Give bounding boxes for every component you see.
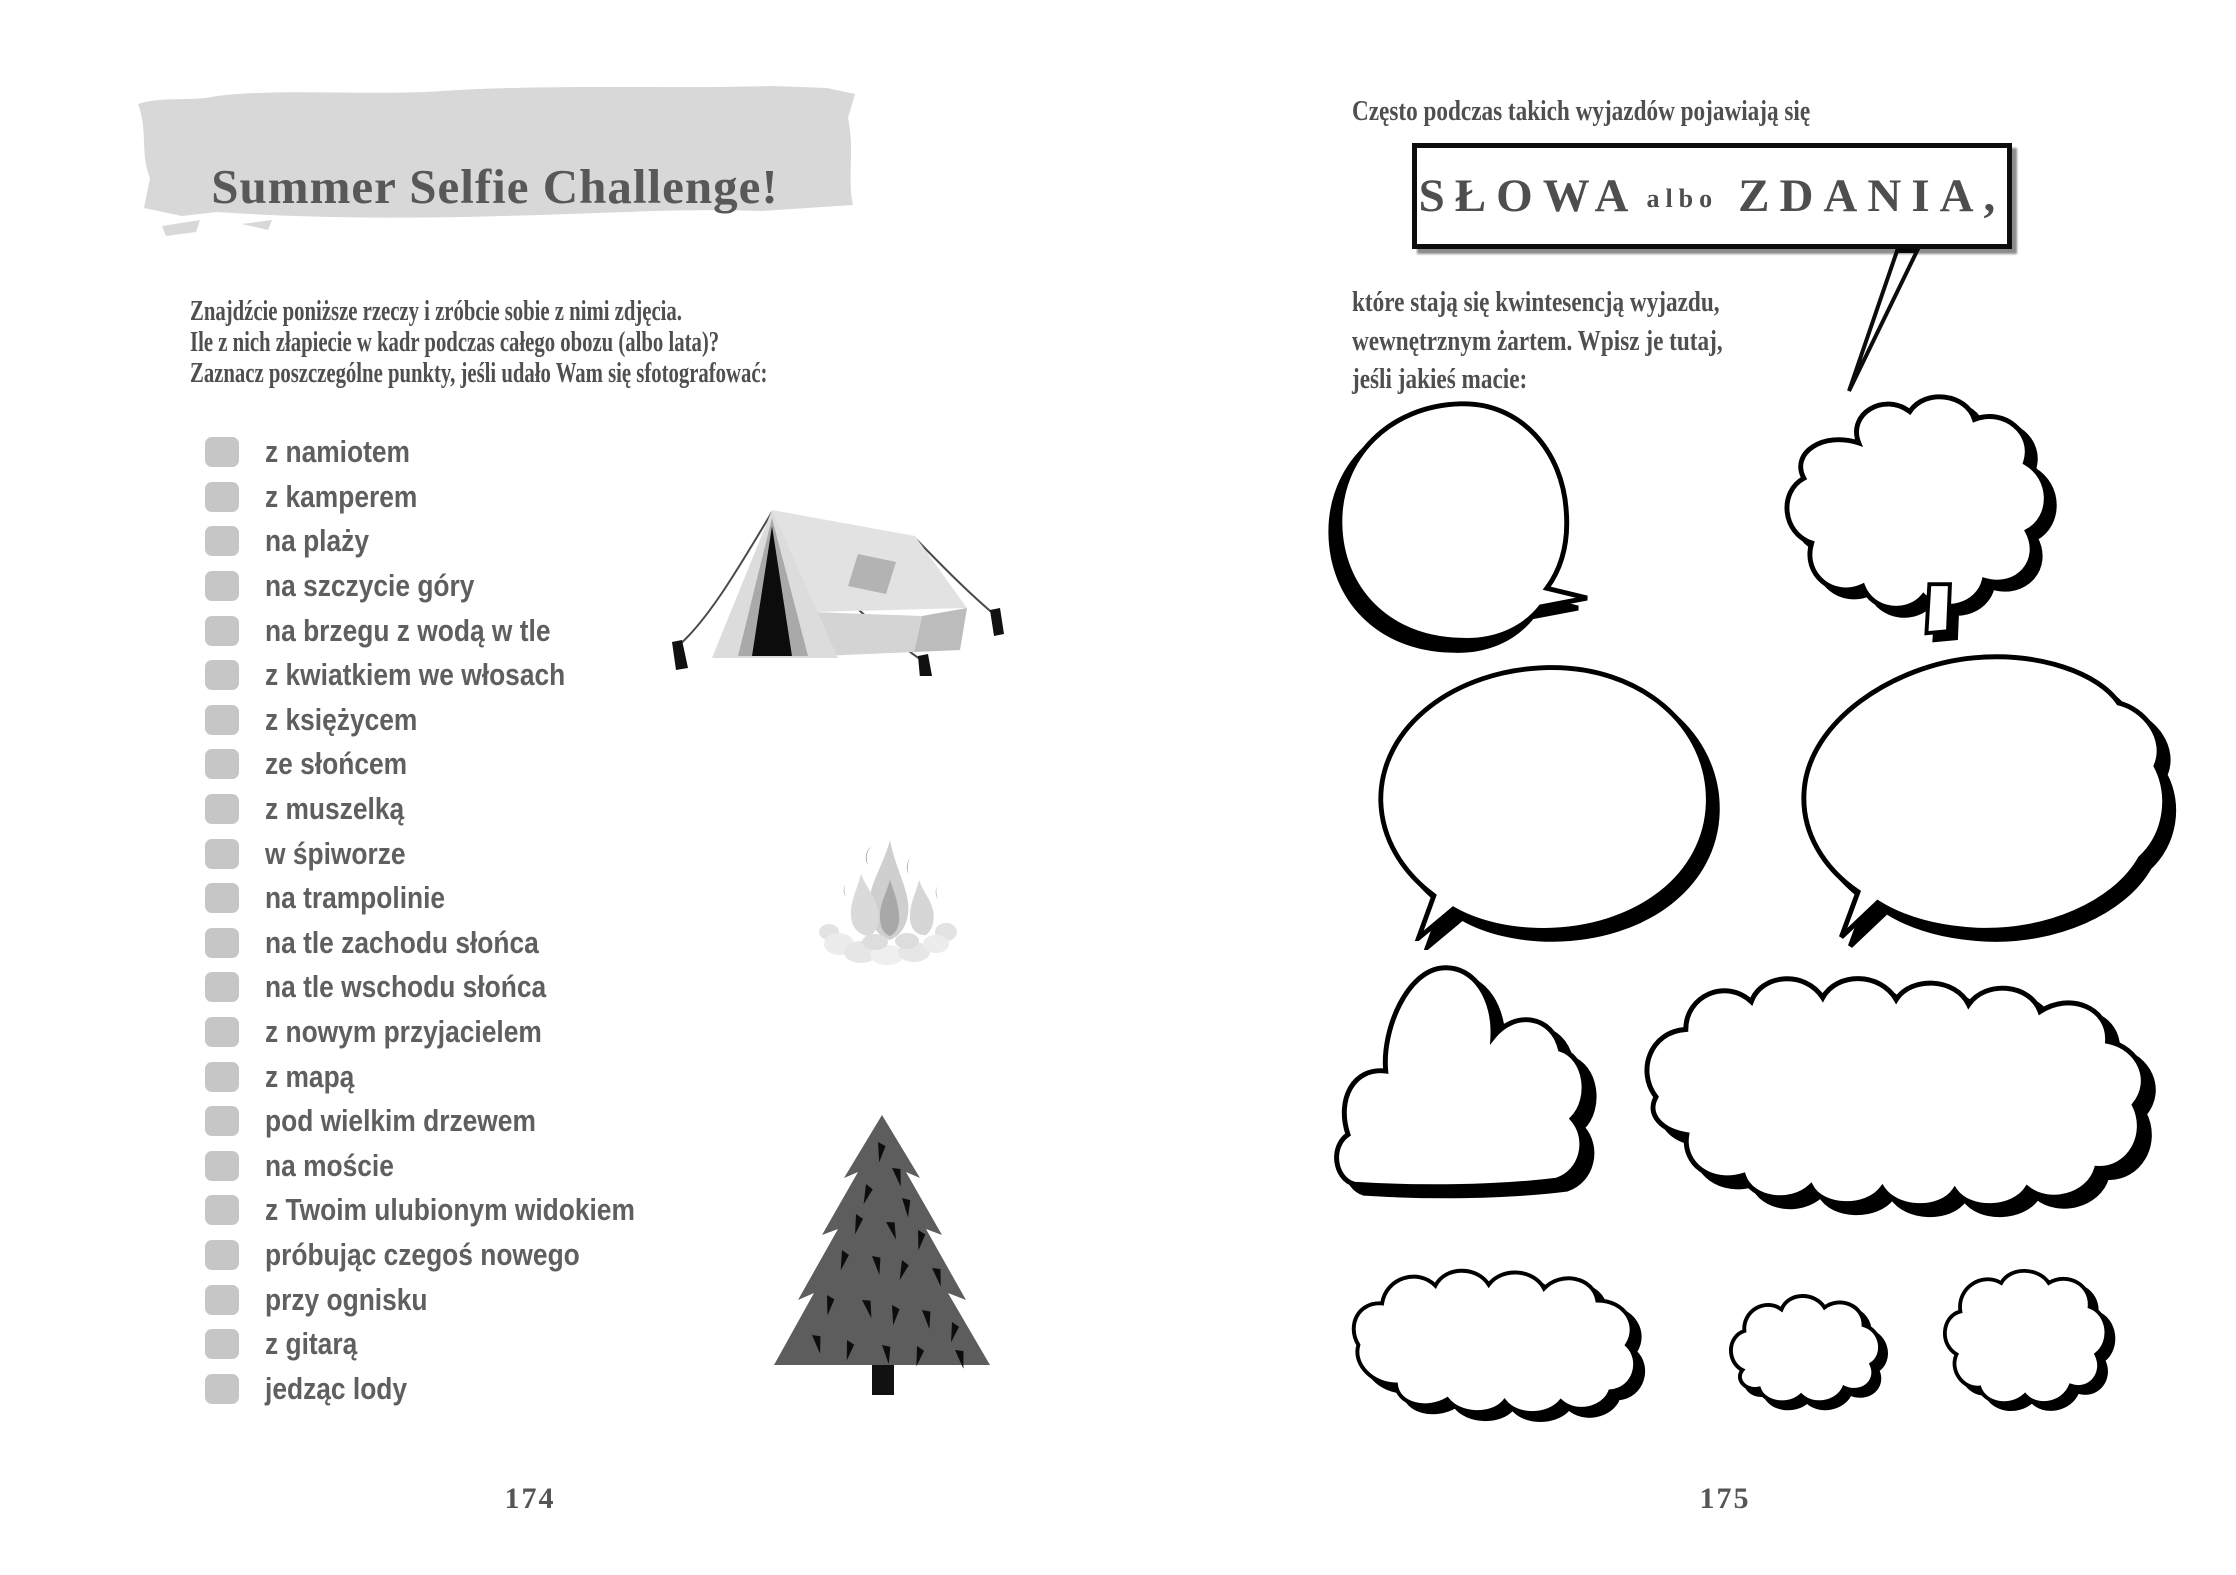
checklist-item: [205, 519, 700, 564]
round-cloud[interactable]: [1926, 1264, 2124, 1416]
checklist-item-label: jedząc lody: [265, 1370, 408, 1406]
page-number-left: 174: [504, 1482, 556, 1515]
checklist-item-label: z Twoim ulubionym widokiem: [265, 1192, 635, 1228]
checklist-item: [205, 921, 700, 966]
page-number-right: 175: [1699, 1482, 1751, 1515]
checkbox[interactable]: [205, 883, 239, 913]
checklist-item-label: na plaży: [265, 523, 369, 559]
checkbox[interactable]: [205, 928, 239, 958]
wide-scalloped-cloud-small[interactable]: [1336, 1260, 1678, 1418]
checklist-item: [205, 742, 700, 787]
checkbox[interactable]: [205, 526, 239, 556]
callout-word-primary: SŁOWA: [1418, 170, 1639, 222]
checklist-item-label: ze słońcem: [265, 746, 408, 782]
checkbox[interactable]: [205, 660, 239, 690]
checklist-item-label: pod wielkim drzewem: [265, 1103, 536, 1139]
checklist-item: [205, 1144, 700, 1189]
checkbox[interactable]: [205, 1017, 239, 1047]
selfie-checklist: [205, 430, 700, 1411]
pine-tree-illustration: [772, 1110, 992, 1400]
wide-scalloped-cloud-large[interactable]: [1626, 960, 2211, 1218]
body-line: jeśli jakieś macie:: [1352, 363, 1528, 395]
checkbox[interactable]: [205, 705, 239, 735]
intro-line: Ile z nich złapiecie w kadr podczas całego obozu (albo lata)?: [190, 327, 720, 358]
callout-speech-box: [1412, 143, 2012, 249]
checklist-item-label: z kamperem: [265, 478, 418, 514]
checklist-item-label: przy ognisku: [265, 1281, 428, 1317]
intro-line: Znajdźcie poniższe rzeczy i zróbcie sobie z nimi zdjęcia.: [190, 296, 682, 327]
checklist-item-label: z kwiatkiem we włosach: [265, 657, 566, 693]
callout-conjunction: albo: [1646, 184, 1719, 213]
checklist-item: [205, 965, 700, 1010]
checkbox[interactable]: [205, 972, 239, 1002]
checklist-item: [205, 430, 700, 475]
checklist-item: [205, 475, 700, 520]
body-line: wewnętrznym żartem. Wpisz je tutaj,: [1352, 324, 1723, 357]
speech-bubble-oval[interactable]: [1358, 656, 1733, 941]
checkbox[interactable]: [205, 616, 239, 646]
checkbox[interactable]: [205, 749, 239, 779]
checklist-item-label: z nowym przyjacielem: [265, 1014, 542, 1050]
checkbox[interactable]: [205, 1329, 239, 1359]
checklist-item-label: na brzegu z wodą w tle: [265, 612, 551, 648]
speech-bubble-round[interactable]: [1328, 396, 1593, 651]
lead-text: Często podczas takich wyjazdów pojawiają się: [1352, 95, 1811, 127]
brush-stroke-background: [122, 58, 867, 250]
checklist-item: [205, 1188, 700, 1233]
checkbox[interactable]: [205, 571, 239, 601]
checklist-item-label: na tle zachodu słońca: [265, 924, 539, 960]
intro-line: Zaznacz poszczególne punkty, jeśli udało Wam się sfotografować:: [190, 358, 768, 389]
checklist-item: [205, 876, 700, 921]
checklist-item: [205, 1099, 700, 1144]
checkbox[interactable]: [205, 1195, 239, 1225]
checklist-item-label: z mapą: [265, 1058, 355, 1094]
checklist-item-label: z księżycem: [265, 701, 418, 737]
checkbox[interactable]: [205, 1106, 239, 1136]
checklist-item: [205, 787, 700, 832]
checklist-item: [205, 653, 700, 698]
checkbox[interactable]: [205, 1374, 239, 1404]
checkbox[interactable]: [205, 1062, 239, 1092]
checklist-item: [205, 1366, 700, 1411]
checklist-item: [205, 608, 700, 653]
small-cloud[interactable]: [1714, 1286, 1892, 1413]
callout-word-secondary: ZDANIA,: [1738, 170, 2006, 222]
checkbox[interactable]: [205, 1285, 239, 1315]
callout-tail: [1845, 249, 1925, 394]
checklist-item: [205, 1233, 700, 1278]
checklist-item-label: na moście: [265, 1147, 394, 1183]
thought-cloud-bubble[interactable]: [1760, 392, 2085, 642]
checklist-item-label: w śpiworze: [265, 835, 406, 871]
checklist-item-label: z muszelką: [265, 791, 405, 827]
checkbox[interactable]: [205, 482, 239, 512]
checkbox[interactable]: [205, 437, 239, 467]
tent-illustration: [662, 496, 1007, 676]
speech-bubble-lumpy-oval[interactable]: [1780, 646, 2178, 941]
checklist-item: [205, 1322, 700, 1367]
checklist-item-label: na szczycie góry: [265, 568, 475, 604]
checklist-item: [205, 698, 700, 743]
page-title: Summer Selfie Challenge!: [211, 159, 779, 214]
campfire-illustration: [815, 826, 965, 966]
cumulus-cloud[interactable]: [1324, 948, 1632, 1206]
checklist-item: [205, 831, 700, 876]
checkbox[interactable]: [205, 794, 239, 824]
checkbox[interactable]: [205, 1240, 239, 1270]
right-body-paragraph: [1352, 283, 1815, 399]
checklist-item: [205, 1277, 700, 1322]
checklist-item: [205, 1054, 700, 1099]
checklist-item-label: na trampolinie: [265, 880, 446, 916]
checklist-item-label: z gitarą: [265, 1326, 358, 1362]
intro-paragraph: [190, 296, 970, 389]
checklist-item-label: z namiotem: [265, 434, 410, 470]
right-lead-line: [1352, 92, 1925, 131]
checklist-item-label: próbując czegoś nowego: [265, 1236, 580, 1272]
checklist-item: [205, 564, 700, 609]
checkbox[interactable]: [205, 1151, 239, 1181]
checkbox[interactable]: [205, 839, 239, 869]
body-line: które stają się kwintesencją wyjazdu,: [1352, 286, 1720, 318]
checklist-item: [205, 1010, 700, 1055]
checklist-item-label: na tle wschodu słońca: [265, 969, 547, 1005]
